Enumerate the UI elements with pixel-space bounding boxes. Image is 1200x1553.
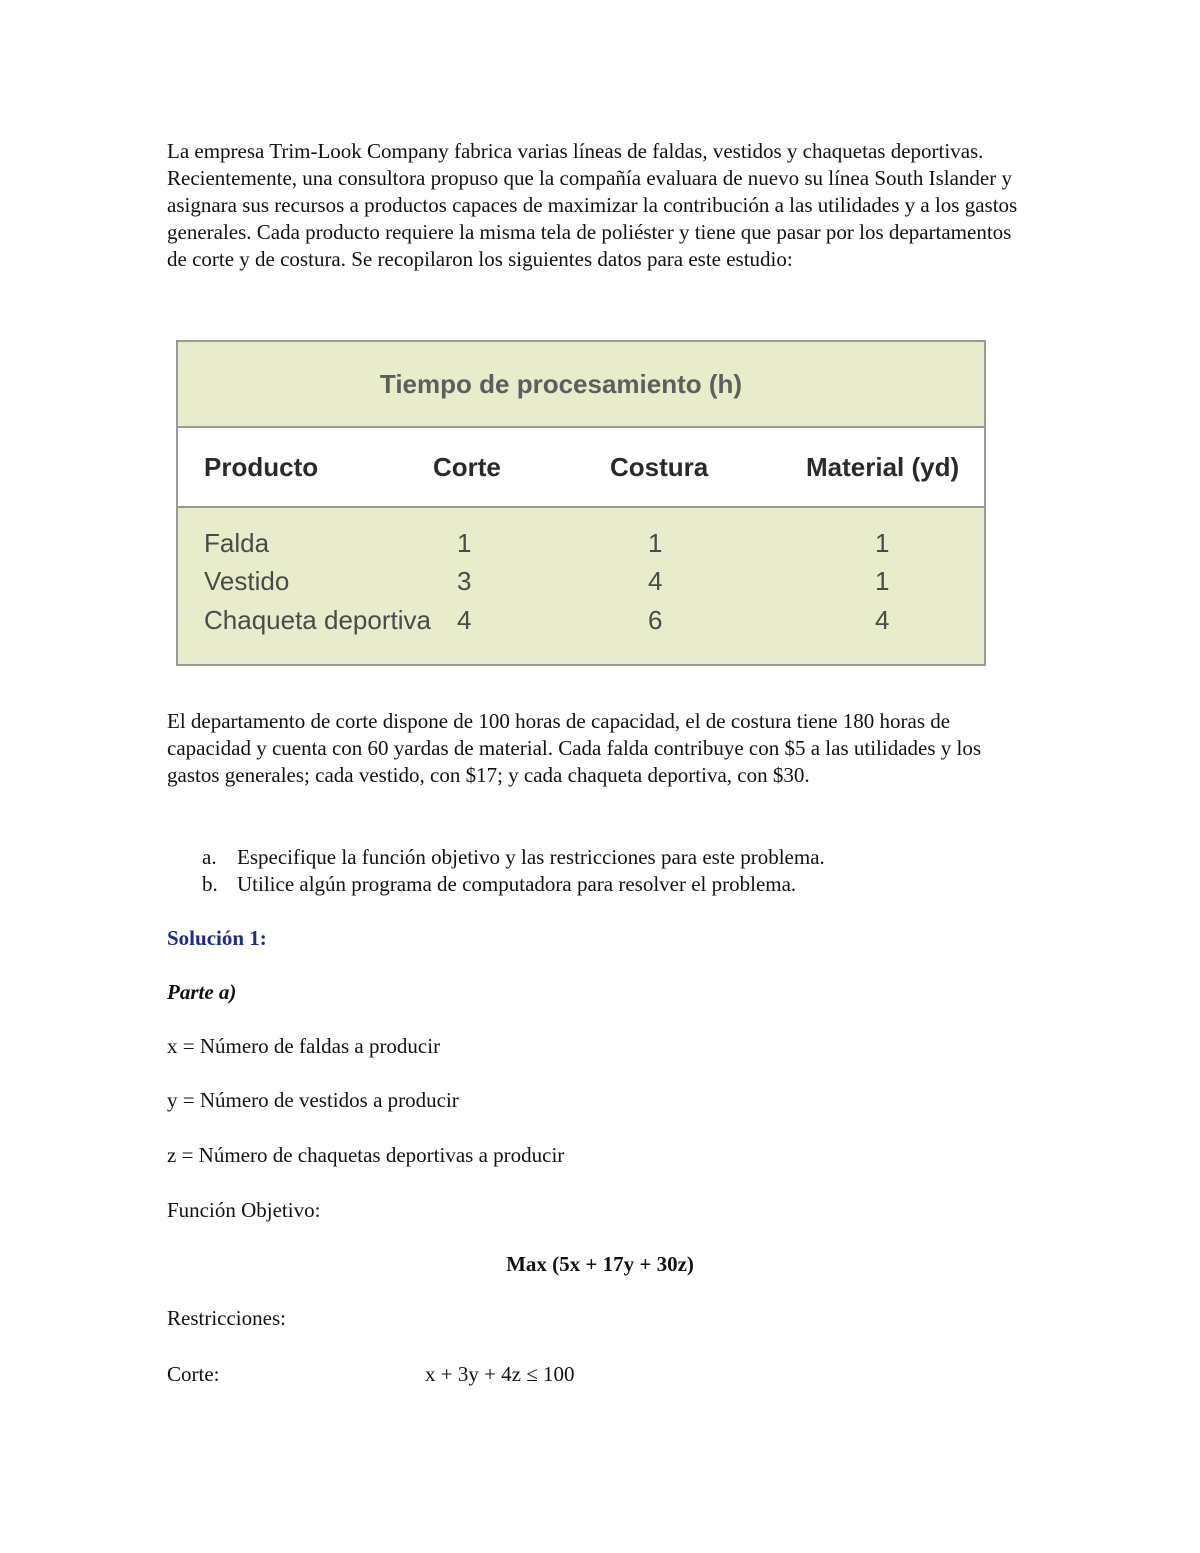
constraint-corte-label: Corte: (167, 1362, 220, 1386)
cell-costura: 6 (648, 605, 663, 635)
list-marker: a. (202, 845, 217, 869)
variable-definition: z = Número de chaquetas deportivas a producir (167, 1143, 565, 1167)
list-item (167, 844, 1029, 871)
header-costura: Costura (610, 452, 709, 482)
solution-heading: Solución 1: (167, 926, 267, 950)
capacity-paragraph: El departamento de corte dispone de 100 horas de capacidad, el de costura tiene 180 horas de capacidad y cuenta con 60 yardas de material. Cada falda contribuye con $5 a las utilidades y los gastos generales; cada vestido, con $17; y cada chaqueta deportiva, con $30. (167, 709, 982, 787)
part-heading: Parte a) (167, 980, 237, 1004)
objective-formula: Max (5x + 17y + 30z) (506, 1252, 694, 1276)
constraint-corte-expression: x + 3y + 4z ≤ 100 (425, 1362, 575, 1386)
list-text: Especifique la función objetivo y las restricciones para este problema. (237, 845, 825, 869)
cell-producto: Falda (204, 528, 270, 558)
constraints-label: Restricciones: (167, 1306, 286, 1330)
cell-corte: 4 (457, 605, 472, 635)
processing-time-table (176, 340, 986, 666)
header-material: Material (yd) (806, 452, 960, 482)
variable-definition: y = Número de vestidos a producir (167, 1088, 459, 1112)
cell-producto: Vestido (204, 566, 290, 596)
cell-material: 1 (875, 528, 890, 558)
intro-paragraph: La empresa Trim-Look Company fabrica varias líneas de faldas, vestidos y chaquetas deportivas. Recientemente, una consultora propuso que la compañía evaluara de nuevo su línea South Islander y asignara sus recursos a productos capaces de maximizar la contribución a las utilidades y a los gastos generales. Cada producto requiere la misma tela de poliéster y tiene que pasar por los departamentos de corte y de costura. Se recopilaron los siguientes datos para este estudio: (167, 139, 1018, 271)
list-marker: b. (202, 872, 218, 896)
cell-costura: 1 (648, 528, 663, 558)
table-header-row (178, 426, 984, 508)
cell-corte: 3 (457, 566, 472, 596)
objective-label: Función Objetivo: (167, 1198, 321, 1222)
table-title: Tiempo de procesamiento (h) (379, 368, 743, 399)
cell-material: 4 (875, 605, 890, 635)
header-producto: Producto (204, 452, 319, 482)
cell-costura: 4 (648, 566, 663, 596)
cell-corte: 1 (457, 528, 472, 558)
cell-producto: Chaqueta deportiva (204, 605, 431, 635)
list-item (167, 871, 1029, 898)
question-list (167, 844, 1029, 898)
variable-definition: x = Número de faldas a producir (167, 1034, 441, 1058)
cell-material: 1 (875, 566, 890, 596)
header-corte: Corte (433, 452, 501, 482)
list-text: Utilice algún programa de computadora para resolver el problema. (237, 872, 797, 896)
